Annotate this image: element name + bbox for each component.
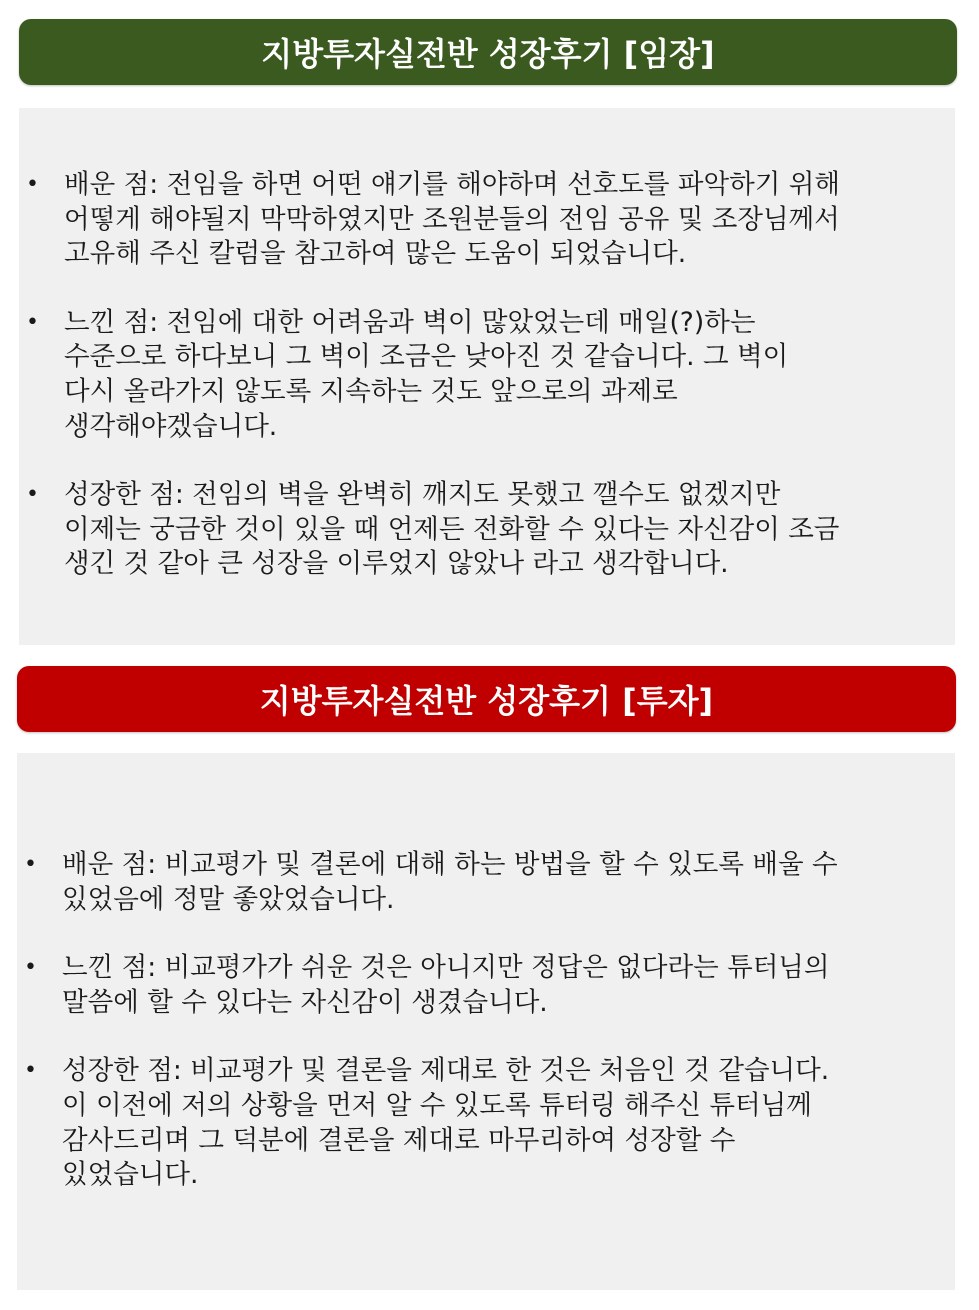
text-line: 있었습니다. xyxy=(62,1159,199,1191)
text-line: 있었음에 정말 좋았었습니다. xyxy=(62,883,395,915)
bullet-item-learned xyxy=(17,848,955,917)
text-line: 생긴 것 같아 큰 성장을 이루었지 않았나 라고 생각합니다. xyxy=(64,548,729,580)
bullet-item-felt xyxy=(19,306,955,444)
text-line: 어떻게 해야될지 막막하였지만 조원분들의 전임 공유 및 조장님께서 xyxy=(64,203,840,235)
review-panel-tuja xyxy=(17,753,955,1290)
bullet-item-grew xyxy=(17,1054,955,1192)
text-line: 감사드리며 그 덕분에 결론을 제대로 마무리하여 성장할 수 xyxy=(62,1124,736,1156)
bullet-item-learned xyxy=(19,168,955,272)
text-line: 고유해 주신 칼럼을 참고하여 많은 도움이 되었습니다. xyxy=(64,238,687,270)
bullet-icon: • xyxy=(26,172,39,197)
text-line: 생각해야겠습니다. xyxy=(64,410,278,442)
bullet-icon: • xyxy=(26,482,39,508)
bullet-icon: • xyxy=(24,1058,37,1084)
bullet-list xyxy=(19,168,955,616)
bullet-item-felt xyxy=(17,951,955,1020)
text-line: 다시 올라가지 않도록 지속하는 것도 앞으로의 과제로 xyxy=(64,375,678,407)
section-title: 지방투자실전반 성장후기 [투자] xyxy=(259,682,714,720)
bullet-item-grew xyxy=(19,478,955,582)
text-line: 느낀 점: 전임에 대한 어려움과 벽이 많았었는데 매일(?)하는 xyxy=(64,306,756,338)
text-line: 이 이전에 저의 상황을 먼저 알 수 있도록 튜터링 해주신 튜터님께 xyxy=(62,1089,812,1121)
bullet-icon: • xyxy=(24,955,37,981)
bullet-list xyxy=(17,848,955,1227)
text-line: 말씀에 할 수 있다는 자신감이 생겼습니다. xyxy=(62,986,548,1018)
text-line: 성장한 점: 전임의 벽을 완벽히 깨지도 못했고 깰수도 없겠지만 xyxy=(64,479,781,511)
bullet-icon: • xyxy=(26,309,39,335)
text-line: 성장한 점: 비교평가 및 결론을 제대로 한 것은 처음인 것 같습니다. xyxy=(62,1055,830,1087)
review-panel-imjang xyxy=(19,108,955,645)
section-banner-imjang xyxy=(19,19,957,85)
section-banner-tuja xyxy=(17,666,956,732)
text-line: 느낀 점: 비교평가가 쉬운 것은 아니지만 정답은 없다라는 튜터님의 xyxy=(62,952,830,984)
text-line: 이제는 궁금한 것이 있을 때 언제든 전화할 수 있다는 자신감이 조금 xyxy=(64,513,840,545)
text-line: 수준으로 하다보니 그 벽이 조금은 낮아진 것 같습니다. 그 벽이 xyxy=(64,341,789,373)
bullet-icon: • xyxy=(24,852,37,877)
section-title: 지방투자실전반 성장후기 [임장] xyxy=(261,35,715,73)
text-line: 배운 점: 비교평가 및 결론에 대해 하는 방법을 할 수 있도록 배울 수 xyxy=(62,849,838,880)
text-line: 배운 점: 전임을 하면 어떤 얘기를 해야하며 선호도를 파악하기 위해 xyxy=(64,169,840,200)
